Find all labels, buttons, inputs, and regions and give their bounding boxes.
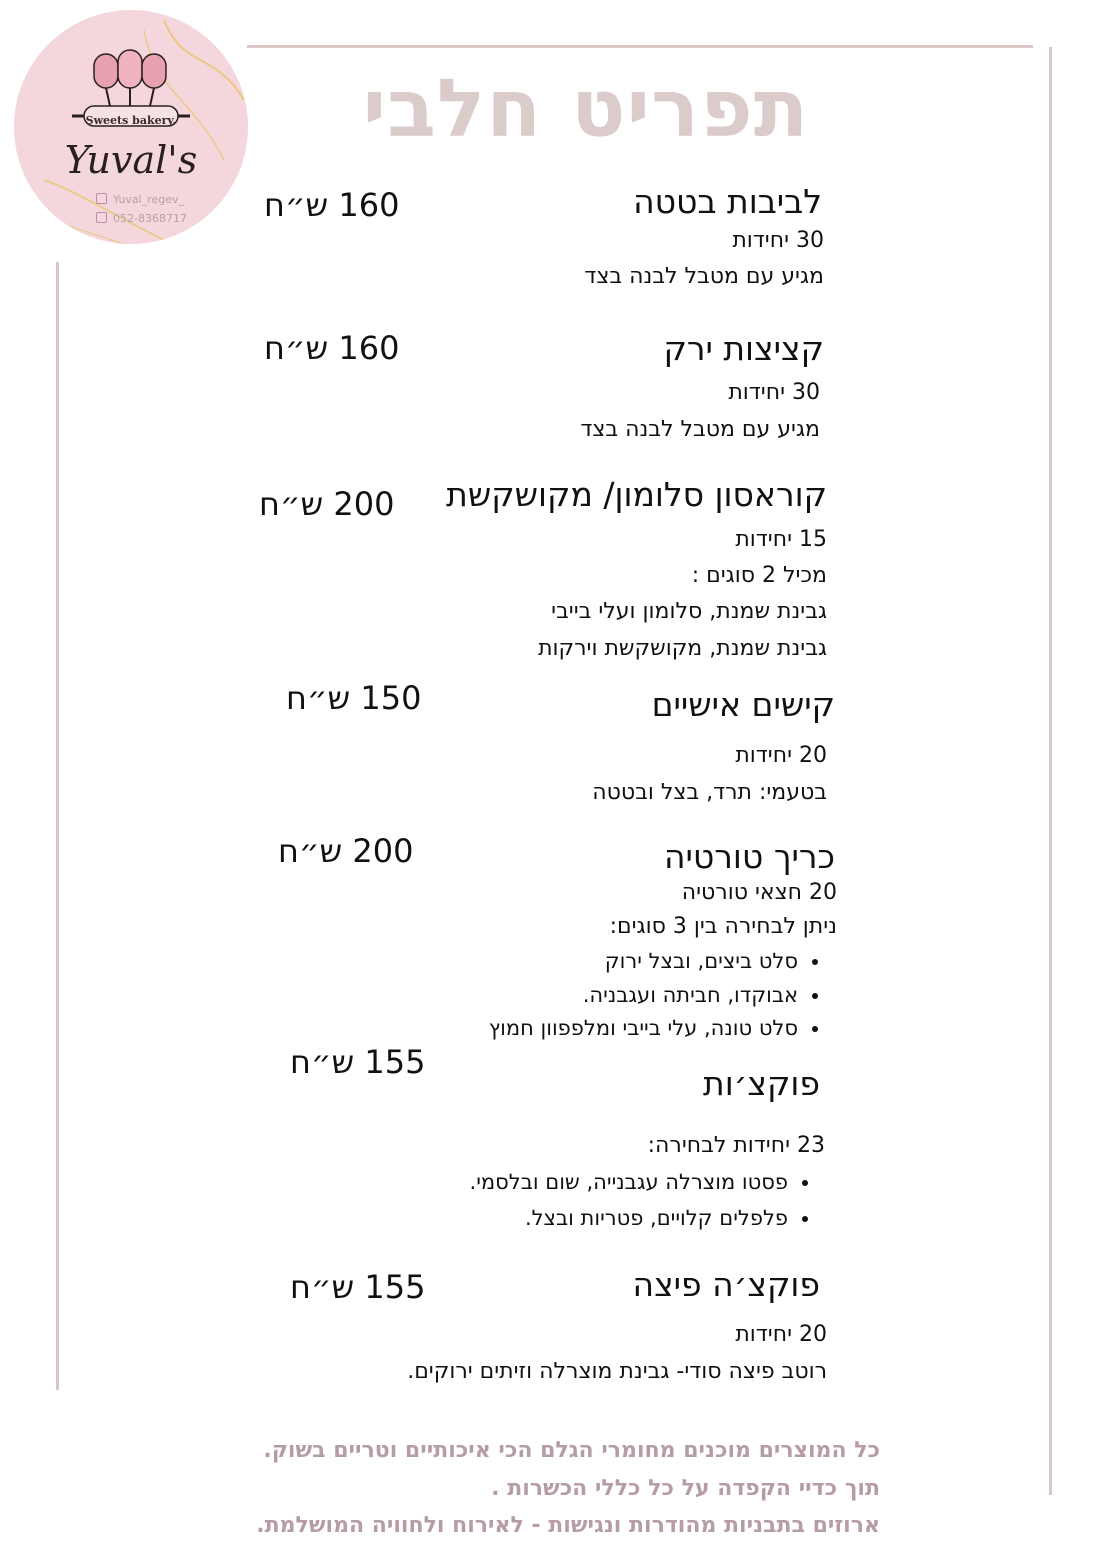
item-line: 20 יחידות [735,1322,827,1347]
item-line: 20 חצאי טורטיה [681,880,837,905]
footer-line: כל המוצרים מוכנים מחומרי הגלם הכי איכותיים וטריים בשוק. [263,1438,880,1463]
bullet-icon [812,959,818,965]
footer-line: תוך כדיי הקפדה על כל כללי הכשרות . [491,1476,880,1501]
bullet-text: פסטו מוצרלה עגבנייה, שום ובלסמי. [469,1170,788,1194]
item-line: מכיל 2 סוגים : [691,563,827,588]
bullet-text: אבוקדו, חביתה ועגבניה. [582,983,798,1007]
item-price: 155 ש״ח [290,1268,426,1306]
item-line: 30 יחידות [732,228,824,253]
item-line: ניתן לבחירה בין 3 סוגים: [609,914,837,939]
item-price: 160 ש״ח [264,329,400,367]
item-name: כריך טורטיה [663,837,835,876]
item-name: פוקצ׳ה פיצה [632,1265,820,1304]
bullet-icon [802,1180,808,1186]
item-name: קציצות ירק [663,329,824,368]
frame-top-line [247,45,1033,48]
item-line: 23 יחידות לבחירה: [647,1133,825,1158]
item-line: גבינת שמנת, סלומון ועלי בייבי [551,599,827,624]
page-title: תפריט חלבי [362,62,810,155]
logo-phone [96,212,187,225]
logo-instagram [96,193,184,206]
list-item [489,1016,818,1040]
bullet-text: פלפלים קלויים, פטריות ובצל. [524,1206,788,1230]
item-name: קישים אישיים [651,685,835,724]
item-line: בטעמי: תרד, בצל ובטטה [592,780,827,805]
bullet-text: סלט ביצים, ובצל ירוק [604,949,798,973]
list-item [470,1170,808,1194]
logo-instagram-handle: Yuval_regev_ [113,193,185,206]
bullet-icon [812,993,818,999]
item-line: מגיע עם מטבל לבנה בצד [580,417,820,442]
item-line: גבינת שמנת, מקושקשת וירקות [538,636,827,661]
bullet-icon [802,1216,808,1222]
item-line: 30 יחידות [728,380,820,405]
item-name: לביבות בטטה [633,182,822,221]
bullet-text: סלט טונה, עלי בייבי ומלפפוון חמוץ [488,1016,798,1040]
item-price: 200 ש״ח [259,485,395,523]
list-item [605,949,818,973]
item-price: 160 ש״ח [264,186,400,224]
list-item [583,983,818,1007]
logo-name: Yuval's [64,138,198,182]
list-item [525,1206,808,1230]
instagram-icon [96,193,107,204]
item-price: 150 ש״ח [286,679,422,717]
bullet-icon [812,1026,818,1032]
item-price: 155 ש״ח [290,1043,426,1081]
logo-phone-number: 052-8368717 [113,212,187,225]
logo-graphic-icon [14,10,248,244]
footer-line: ארוזים בתבניות מהודרות ונגישות - לאירוח ולחוויה המושלמת. [256,1513,880,1538]
phone-icon [96,212,107,223]
logo [14,10,248,244]
item-name: פוקצ׳ות [703,1064,820,1103]
item-line: רוטב פיצה סודי- גבינת מוצרלה וזיתים ירוקים. [407,1359,827,1384]
item-line: 20 יחידות [735,743,827,768]
item-name: קוראסון סלומון/ מקושקשת [446,475,827,514]
frame-right-line [1049,47,1052,1495]
logo-subtitle: Sweets bakery. [85,114,177,127]
item-price: 200 ש״ח [278,832,414,870]
frame-left-line [56,262,59,1390]
item-line: 15 יחידות [735,527,827,552]
item-line: מגיע עם מטבל לבנה בצד [584,264,824,289]
